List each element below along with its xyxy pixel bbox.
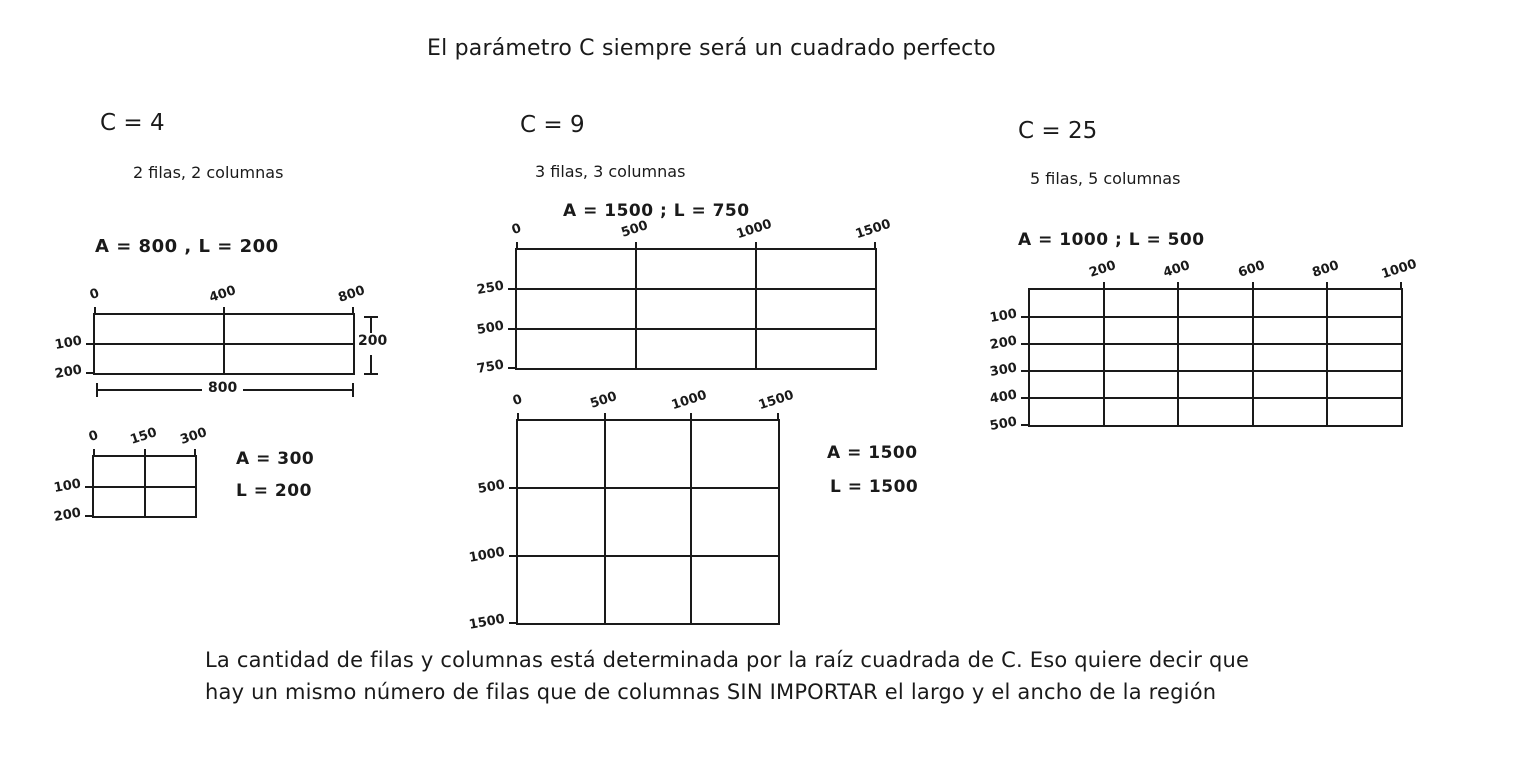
x-axis-tick bbox=[604, 413, 606, 421]
x-axis-tick bbox=[93, 449, 95, 457]
c4-height-dim-stem-top bbox=[370, 316, 372, 334]
c9-grid-wide bbox=[475, 216, 893, 377]
c4-height-dim-stem-bottom bbox=[370, 355, 372, 375]
grid-column-line bbox=[635, 250, 637, 368]
c25-dims-label: 5 filas, 5 columnas bbox=[1030, 169, 1181, 188]
x-axis-tick bbox=[1326, 282, 1328, 290]
c4-grid-small bbox=[52, 425, 209, 525]
x-axis-tick bbox=[194, 449, 196, 457]
y-tick-label: 100 bbox=[988, 306, 1019, 326]
x-axis-tick bbox=[516, 242, 518, 250]
y-axis-tick bbox=[86, 372, 95, 374]
c9-params-label: A = 1500 ; L = 750 bbox=[563, 201, 750, 221]
x-axis-tick bbox=[635, 242, 637, 250]
c4-width-dim-cap-right bbox=[352, 383, 354, 397]
y-axis-tick bbox=[509, 487, 518, 489]
grid-row-line bbox=[1030, 316, 1401, 318]
x-tick-label: 500 bbox=[619, 218, 651, 241]
grid-row-line bbox=[1030, 370, 1401, 372]
c25-label: C = 25 bbox=[1018, 118, 1098, 144]
x-axis-tick bbox=[144, 449, 146, 457]
x-tick-label: 400 bbox=[1161, 258, 1193, 281]
y-tick-label: 500 bbox=[475, 318, 506, 338]
x-tick-label: 1500 bbox=[853, 216, 893, 243]
x-axis-tick bbox=[1400, 282, 1402, 290]
x-tick-label: 800 bbox=[1310, 258, 1341, 281]
y-tick-label: 500 bbox=[476, 477, 507, 498]
grid-column-line bbox=[1326, 290, 1328, 425]
x-axis-tick bbox=[1103, 282, 1105, 290]
x-axis-tick bbox=[755, 242, 757, 250]
y-tick-label: 200 bbox=[53, 362, 84, 382]
y-tick-label: 100 bbox=[53, 333, 84, 353]
x-tick-label: 600 bbox=[1236, 258, 1267, 281]
x-axis-tick bbox=[94, 307, 96, 315]
y-axis-tick bbox=[1021, 424, 1030, 426]
c9-square-l-label: L = 1500 bbox=[830, 477, 919, 497]
y-axis-tick bbox=[508, 367, 517, 369]
grid-column-line bbox=[604, 421, 606, 623]
y-axis-tick bbox=[1021, 343, 1030, 345]
x-tick-label: 500 bbox=[588, 389, 619, 412]
y-tick-label: 200 bbox=[988, 333, 1019, 353]
c4-label: C = 4 bbox=[100, 110, 165, 136]
c4-height-dim-cap-bottom bbox=[364, 373, 378, 375]
grid-column-line bbox=[1177, 290, 1179, 425]
x-tick-label: 400 bbox=[207, 283, 238, 306]
x-axis-tick bbox=[874, 242, 876, 250]
c9-square-a-label: A = 1500 bbox=[827, 443, 918, 463]
grid-row-line bbox=[1030, 397, 1401, 399]
x-axis-tick bbox=[352, 307, 354, 315]
grid-row-line bbox=[1030, 343, 1401, 345]
x-axis-tick bbox=[690, 413, 692, 421]
y-axis-tick bbox=[508, 288, 517, 290]
y-axis-tick bbox=[1021, 397, 1030, 399]
x-axis-tick bbox=[1252, 282, 1254, 290]
y-tick-label: 750 bbox=[475, 357, 506, 377]
x-tick-label: 0 bbox=[86, 427, 101, 446]
grid-column-line bbox=[1103, 290, 1105, 425]
grid-column-line bbox=[1252, 290, 1254, 425]
x-axis-tick bbox=[1177, 282, 1179, 290]
c9-label: C = 9 bbox=[520, 112, 585, 138]
c4-width-dim-cap-left bbox=[96, 383, 98, 397]
grid-row-line bbox=[517, 328, 875, 330]
x-tick-label: 300 bbox=[178, 425, 209, 448]
y-tick-label: 100 bbox=[52, 476, 83, 496]
c4-small-l-label: L = 200 bbox=[236, 481, 312, 501]
grid-column-line bbox=[755, 250, 757, 368]
y-tick-label: 1000 bbox=[467, 544, 507, 566]
grid-row-line bbox=[518, 487, 778, 489]
x-tick-label: 1500 bbox=[756, 387, 796, 414]
y-tick-label: 200 bbox=[52, 505, 83, 525]
x-tick-label: 1000 bbox=[734, 216, 774, 243]
footer-line-2: hay un mismo número de filas que de columnas SIN IMPORTAR el largo y el ancho de la región bbox=[205, 680, 1217, 704]
y-tick-label: 250 bbox=[475, 278, 506, 299]
x-tick-label: 1000 bbox=[669, 387, 710, 414]
x-tick-label: 0 bbox=[509, 220, 524, 239]
y-axis-tick bbox=[509, 555, 518, 557]
footer-note bbox=[205, 644, 1249, 708]
y-axis-tick bbox=[85, 515, 94, 517]
c4-small-a-label: A = 300 bbox=[236, 449, 315, 469]
y-axis-tick bbox=[1021, 316, 1030, 318]
grid-row-line bbox=[95, 343, 353, 345]
x-axis-tick bbox=[517, 413, 519, 421]
y-axis-tick bbox=[508, 328, 517, 330]
y-axis-tick bbox=[509, 622, 518, 624]
y-axis-tick bbox=[86, 343, 95, 345]
c25-grid bbox=[988, 256, 1419, 434]
c4-dims-label: 2 filas, 2 columnas bbox=[133, 163, 284, 182]
y-tick-label: 400 bbox=[988, 387, 1019, 407]
y-axis-tick bbox=[85, 486, 94, 488]
y-axis-tick bbox=[1021, 370, 1030, 372]
c4-width-dim-label: 800 bbox=[202, 380, 243, 396]
c4-grid-main bbox=[53, 283, 367, 382]
y-tick-label: 1500 bbox=[467, 611, 507, 633]
c9-dims-label: 3 filas, 3 columnas bbox=[535, 162, 686, 181]
grid-row-line bbox=[518, 555, 778, 557]
grid-row-line bbox=[517, 288, 875, 290]
x-axis-tick bbox=[223, 307, 225, 315]
footer-line-1: La cantidad de filas y columnas está determinada por la raíz cuadrada de C. Eso quiere decir que bbox=[205, 648, 1250, 672]
x-tick-label: 200 bbox=[1087, 258, 1119, 281]
y-tick-label: 300 bbox=[988, 360, 1019, 380]
diagram-title: El parámetro C siempre será un cuadrado perfecto bbox=[427, 36, 996, 61]
x-tick-label: 0 bbox=[510, 391, 525, 410]
grid-column-line bbox=[690, 421, 692, 623]
c4-params-label: A = 800 , L = 200 bbox=[95, 236, 279, 257]
x-tick-label: 0 bbox=[87, 285, 102, 304]
x-tick-label: 800 bbox=[336, 283, 367, 306]
x-tick-label: 150 bbox=[127, 425, 159, 448]
c25-params-label: A = 1000 ; L = 500 bbox=[1018, 230, 1205, 250]
x-tick-label: 1000 bbox=[1379, 256, 1419, 283]
y-tick-label: 500 bbox=[988, 414, 1019, 434]
x-axis-tick bbox=[777, 413, 779, 421]
c9-grid-square bbox=[467, 387, 796, 633]
c4-height-dim-label: 200 bbox=[358, 333, 388, 349]
grid-row-line bbox=[94, 486, 195, 488]
